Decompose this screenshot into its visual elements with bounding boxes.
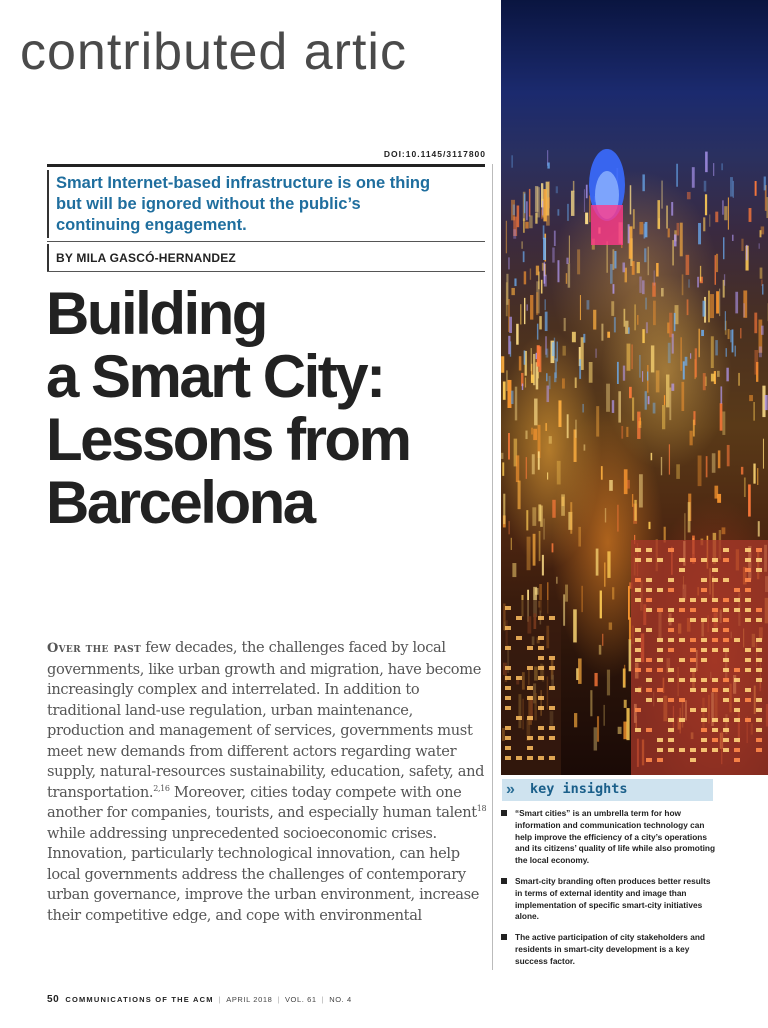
bullet-square-icon — [501, 878, 507, 884]
body-lead-in: Over the past — [47, 641, 141, 656]
body-text: Moreover, cities today compete with one another for companies, tourists, and especially human talent — [47, 783, 477, 821]
insight-text: The active participation of city stakeholders and residents in smart-city development is a key success factor. — [515, 932, 705, 966]
body-text: while addressing unprecedented socioeconomic crises. Innovation, particularly technological innovation, can help local governments address the challenges of contemporary urban governance, improve the urban environment, increase their competitive edge, and cope with environmental — [47, 824, 480, 924]
author-byline: BY MILA GASCÓ-HERNANDEZ — [56, 251, 236, 265]
reference-marker: 2,16 — [153, 783, 170, 793]
issue-date: APRIL 2018 — [226, 995, 273, 1004]
list-item — [501, 808, 719, 867]
department-label-overlay: les — [406, 23, 477, 81]
reference-marker: 18 — [476, 804, 487, 813]
doi-label: DOI:10.1145/3117800 — [383, 149, 486, 159]
publication-name: COMMUNICATIONS OF THE ACM — [65, 995, 214, 1004]
cityscape-photo — [501, 0, 768, 775]
key-insights-title: key insights — [530, 781, 628, 797]
byline-bottom-rule — [47, 271, 485, 272]
page-footer: 50 COMMUNICATIONS OF THE ACM | APRIL 2018 | VOL. 61 | NO. 4 — [47, 994, 352, 1005]
insight-text: Smart-city branding often produces better results in terms of external identity and image than implementation of specific smart-city initiatives alone. — [515, 875, 711, 922]
title-line: Barcelona — [46, 469, 314, 536]
article-deck: Smart Internet-based infrastructure is one thing but will be ignored without the public’s continuing engagement. — [56, 174, 431, 234]
column-divider — [492, 164, 493, 970]
deck-divider — [47, 241, 485, 242]
issue-number: NO. 4 — [329, 995, 352, 1004]
deck-top-rule — [47, 164, 485, 167]
bullet-square-icon — [501, 810, 507, 816]
double-chevron-icon: » — [506, 781, 515, 798]
byline-side-bar — [47, 244, 49, 272]
department-label: contributed artic — [20, 23, 407, 81]
issue-volume: VOL. 61 — [284, 995, 317, 1004]
key-insights-list — [501, 808, 719, 977]
list-item — [501, 932, 719, 967]
title-line: Lessons from — [46, 406, 410, 473]
bullet-square-icon — [501, 934, 507, 940]
title-line: a Smart City: — [46, 343, 384, 410]
title-line: Building — [46, 280, 266, 347]
department-header — [20, 22, 476, 82]
article-body — [47, 638, 487, 926]
page-number: 50 — [47, 994, 60, 1005]
deck-side-bar — [47, 170, 49, 238]
insight-text: “Smart cities” is an umbrella term for how information and communication technology can help improve the efficiency of a city’s operations and its citizens’ quality of life while also promoting the local economy. — [515, 808, 716, 866]
body-text: few decades, the challenges faced by local governments, like urban growth and migration, have become increasingly complex and interrelated. In addition to traditional land-use regulation, urban maintenance, production and management of services, governments must meet new demands from different actors regarding water supply, natural-resources sustainability, education, safety, and transportation. — [47, 639, 485, 801]
list-item — [501, 876, 719, 923]
article-title — [46, 282, 486, 534]
